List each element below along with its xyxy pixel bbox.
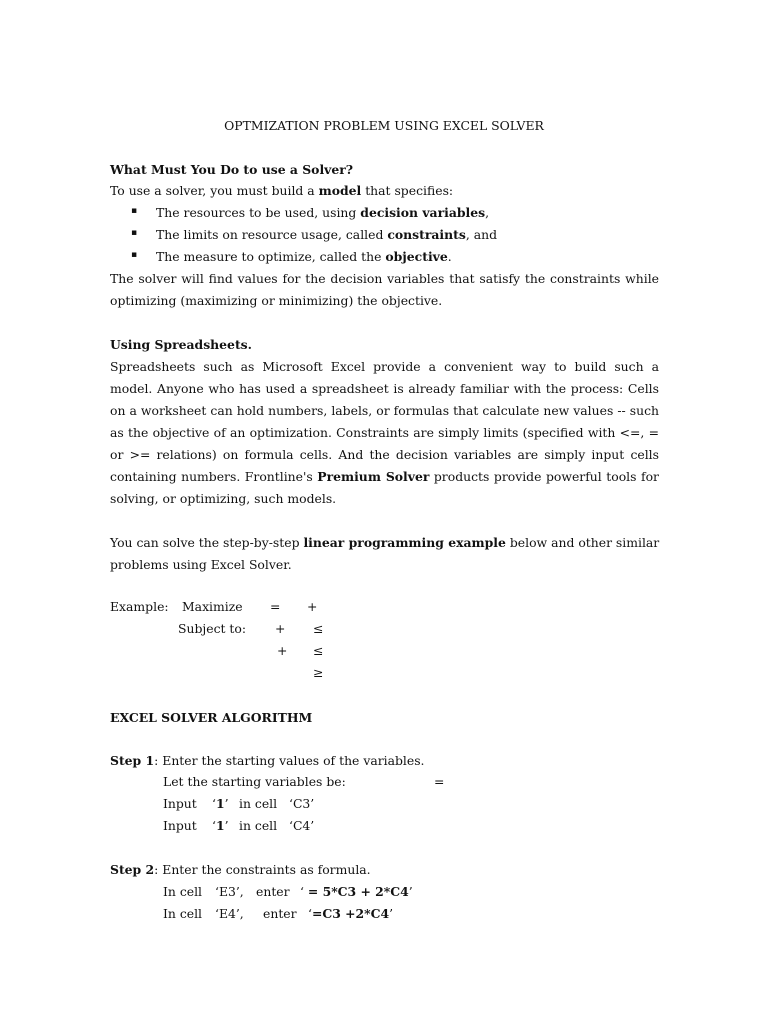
step-1-line: Step 1: Enter the starting values of the variables.	[110, 753, 425, 768]
paragraph-line: solving, or optimizing, such models.	[110, 491, 337, 506]
cell-reference: ‘E4’,	[215, 906, 244, 921]
input-value: ‘1’	[212, 818, 229, 833]
formula: ‘=C3 +2*C4’	[308, 906, 394, 921]
equals-symbol: =	[434, 774, 445, 789]
bullet-icon: ▪	[131, 206, 138, 216]
document-title: OPTMIZATION PROBLEM USING EXCEL SOLVER	[224, 118, 544, 133]
plus-symbol: +	[277, 643, 288, 658]
spreadsheets-heading: Using Spreadsheets.	[110, 337, 252, 352]
paragraph-line: model. Anyone who has used a spreadsheet is already familiar with the process: Cells	[110, 381, 659, 396]
paragraph-line: You can solve the step-by-step linear programming example below and other similar	[110, 535, 660, 550]
paragraph-line: The solver will find values for the decision variables that satisfy the constraints while	[110, 271, 659, 286]
bullet-icon: ▪	[131, 250, 138, 260]
equals-symbol: =	[270, 599, 281, 614]
less-equal-symbol: ≤	[313, 643, 324, 658]
paragraph-line: or >= relations) on formula cells. And the decision variables are simply input cells	[110, 447, 659, 462]
intro-line: To use a solver, you must build a model that specifies:	[110, 183, 454, 198]
example-label: Example:	[110, 599, 169, 614]
cell-reference: ‘C4’	[289, 818, 315, 833]
input-value: ‘1’	[212, 796, 229, 811]
greater-equal-symbol: ≥	[313, 665, 324, 680]
paragraph-line: as the objective of an optimization. Constraints are simply limits (specified with <=, =	[110, 425, 659, 440]
plus-symbol: +	[307, 599, 318, 614]
plus-symbol: +	[275, 621, 286, 636]
paragraph-line: problems using Excel Solver.	[110, 557, 292, 572]
step-2-line: Step 2: Enter the constraints as formula.	[110, 862, 371, 877]
subject-to-label: Subject to:	[178, 621, 247, 636]
formula: ‘ = 5*C3 + 2*C4’	[300, 884, 413, 899]
bullet-item-decision-variables: The resources to be used, using decision variables,	[156, 205, 490, 220]
cell-reference: ‘E3’,	[215, 884, 244, 899]
paragraph-line: optimizing (maximizing or minimizing) the objective.	[110, 293, 443, 308]
bullet-item-objective: The measure to optimize, called the objective.	[156, 249, 452, 264]
solver-requirements-heading: What Must You Do to use a Solver?	[110, 162, 354, 177]
paragraph-line: Spreadsheets such as Microsoft Excel provide a convenient way to build such a	[110, 359, 659, 374]
bullet-icon: ▪	[131, 228, 138, 238]
less-equal-symbol: ≤	[313, 621, 324, 636]
paragraph-line: on a worksheet can hold numbers, labels, or formulas that calculate new values -- such	[110, 403, 659, 418]
bullet-item-constraints: The limits on resource usage, called constraints, and	[156, 227, 498, 242]
document-page: OPTMIZATION PROBLEM USING EXCEL SOLVER What Must You Do to use a Solver? To use a solver, you must build a model that specifies: ▪ The resources to be used, using decision variables, ▪ The limits on resource usage, called constraints, and ▪ The measure to optimize, called the objective. The solver will find values for the decision variables that satisfy the constraints while optimizing (maximizing or minimizing) the objective. Using Spreadsheets. Spreadsheets such as Microsoft Excel provide a convenient way to build such a model. Anyone who has used a spreadsheet is already familiar with the process: Cells on a worksheet can hold numbers, labels, or formulas that calculate new values -- such as the objective of an optimization. Constraints are simply limits (specified with <=, = or >= relations) on formula cells. And the decision variables are simply input cells containing numbers. Frontline's Premium Solver products provide powerful tools for solving, or optimizing, such models. You can solve the step-by-step linear programming example below and other similar problems using Excel Solver. Example: Maximize = + Subject to: + ≤ + ≤ ≥ EXCEL SOLVER ALGORITHM Step 1: Enter the starting values of the variables. Let the starting variables be: = Input ‘1’ in cell ‘C3’ Input ‘1’ in cell ‘C4’ Step 2: Enter the constraints as formula. In cell ‘E3’, enter ‘ = 5*C3 + 2*C4’ In cell ‘E4’, enter ‘=C3 +2*C4’	[0, 0, 768, 1024]
algorithm-heading: EXCEL SOLVER ALGORITHM	[110, 710, 313, 725]
cell-reference: ‘C3’	[289, 796, 315, 811]
maximize-label: Maximize	[182, 599, 243, 614]
starting-variables-text: Let the starting variables be:	[163, 774, 346, 789]
paragraph-line: containing numbers. Frontline's Premium Solver products provide powerful tools for	[110, 469, 659, 484]
